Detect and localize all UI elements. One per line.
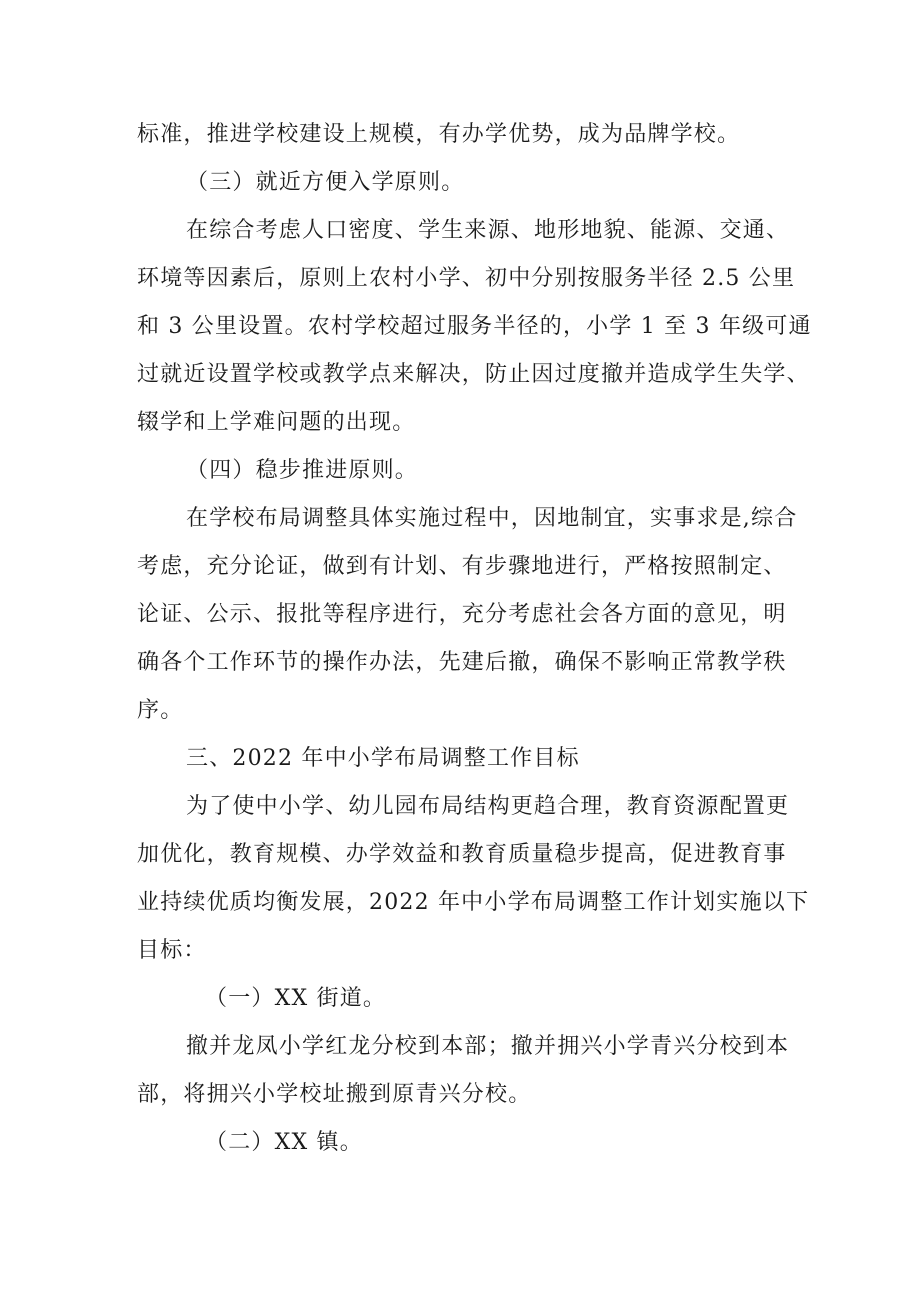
- text-line: 辍学和上学难问题的出现。: [137, 410, 416, 435]
- section-heading: （一）XX 街道。: [205, 986, 387, 1011]
- text-line: 为了使中小学、幼儿园布局结构更趋合理，教育资源配置更: [186, 794, 790, 819]
- text-line: 论证、公示、报批等程序进行，充分考虑社会各方面的意见，明: [137, 602, 787, 627]
- text-line: 在综合考虑人口密度、学生来源、地形地貌、能源、交通、: [186, 218, 790, 243]
- text-line: 确各个工作环节的操作办法，先建后撤，确保不影响正常教学秩: [137, 650, 787, 675]
- chapter-heading: 三、2022 年中小学布局调整工作目标: [186, 746, 580, 771]
- text-line: 业持续优质均衡发展，2022 年中小学布局调整工作计划实施以下: [137, 890, 810, 915]
- text-line: 在学校布局调整具体实施过程中，因地制宜，实事求是,综合: [186, 506, 798, 531]
- text-line: 序。: [137, 698, 184, 723]
- text-line: 考虑，充分论证，做到有计划、有步骤地进行，严格按照制定、: [137, 554, 787, 579]
- text-line: 和 3 公里设置。农村学校超过服务半径的，小学 1 至 3 年级可通: [137, 314, 812, 339]
- section-heading: （二）XX 镇。: [205, 1130, 363, 1155]
- section-heading: （三）就近方便入学原则。: [186, 170, 465, 195]
- section-heading: （四）稳步推进原则。: [186, 458, 419, 483]
- text-line: 目标：: [137, 938, 207, 963]
- text-line: 加优化，教育规模、办学效益和教育质量稳步提高，促进教育事: [137, 842, 787, 867]
- text-line: 标准，推进学校建设上规模，有办学优势，成为品牌学校。: [137, 122, 741, 147]
- text-line: 环境等因素后，原则上农村小学、初中分别按服务半径 2.5 公里: [137, 266, 796, 291]
- text-line: 部，将拥兴小学校址搬到原青兴分校。: [137, 1082, 532, 1107]
- text-line: 过就近设置学校或教学点来解决，防止因过度撤并造成学生失学、: [137, 362, 810, 387]
- text-line: 撤并龙凤小学红龙分校到本部；撤并拥兴小学青兴分校到本: [186, 1034, 790, 1059]
